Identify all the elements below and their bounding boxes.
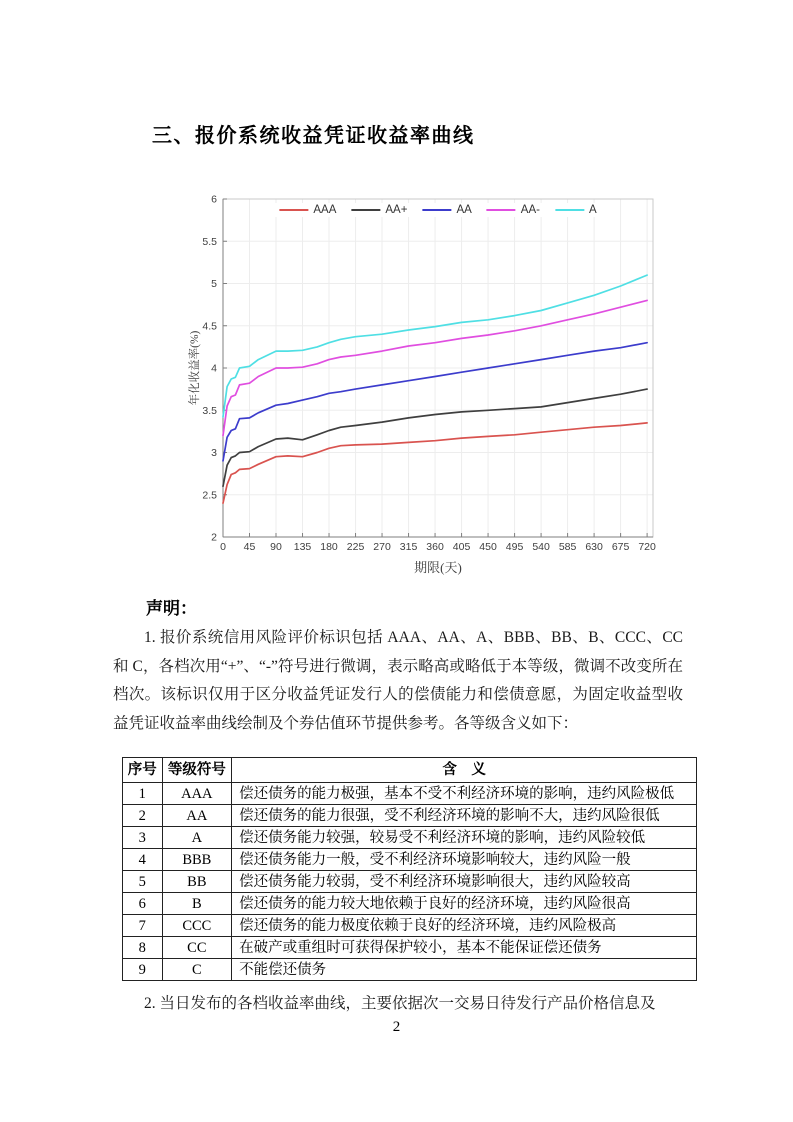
table-cell: 不能偿还债务 — [232, 959, 697, 981]
x-axis-label: 期限(天) — [414, 560, 462, 575]
table-cell: CC — [162, 937, 232, 959]
table-header-row — [123, 758, 697, 783]
table-row — [123, 827, 697, 849]
y-tick-label: 6 — [211, 193, 217, 206]
yield-curve-plot — [180, 185, 680, 575]
table-cell: 7 — [123, 915, 163, 937]
y-tick-label: 5.5 — [202, 235, 217, 248]
table-cell: 5 — [123, 871, 163, 893]
table-row — [123, 959, 697, 981]
y-tick-label: 4 — [211, 362, 217, 375]
statement-heading: 声明： — [146, 599, 197, 618]
x-tick-label: 720 — [638, 541, 656, 553]
statement-item-1: 1. 报价系统信用风险评价标识包括 AAA、AA、A、BBB、BB、B、CCC、CC 和 C，各档次用“+”、“-”符号进行微调，表示略高或略低于本等级，微调不改变所在档次。该标识仅用于区分收益凭证发行人的偿债能力和偿债意愿，为固定收益型收益凭证收益率曲线绘制及个券估值环节提供参考。各等级含义如下： — [113, 629, 683, 732]
rating-table-body — [123, 783, 697, 981]
x-tick-label: 585 — [558, 541, 577, 553]
x-tick-label: 135 — [293, 541, 312, 553]
legend-label: AA — [456, 204, 472, 216]
y-tick-label: 2.5 — [202, 489, 217, 502]
table-cell: 在破产或重组时可获得保护较小，基本不能保证偿还债务 — [232, 937, 697, 959]
rating-table — [122, 757, 697, 981]
table-row — [123, 915, 697, 937]
legend-line-swatch — [279, 209, 308, 211]
table-row — [123, 871, 697, 893]
table-cell: 偿还债务的能力较大地依赖于良好的经济环境，违约风险很高 — [232, 893, 697, 915]
y-tick-label: 3.5 — [202, 404, 217, 417]
table-cell: 2 — [123, 805, 163, 827]
legend-item — [279, 204, 336, 216]
x-tick-label: 270 — [373, 541, 391, 553]
legend-label: AA+ — [385, 204, 408, 216]
table-cell: 偿还债务的能力极度依赖于良好的经济环境，违约风险极高 — [232, 915, 697, 937]
legend-label: AAA — [313, 204, 337, 216]
x-tick-label: 630 — [585, 541, 603, 553]
table-row — [123, 805, 697, 827]
table-row — [123, 937, 697, 959]
rating-table-head — [123, 758, 697, 783]
x-tick-label: 90 — [270, 541, 282, 553]
table-header-cell: 含 义 — [232, 758, 697, 783]
y-tick-label: 2 — [211, 531, 217, 544]
table-cell: C — [162, 959, 232, 981]
legend-item — [351, 204, 407, 216]
y-tick-label: 4.5 — [202, 320, 217, 333]
legend-line-swatch — [487, 209, 516, 211]
table-cell: BB — [162, 871, 232, 893]
page-number: 2 — [392, 1019, 401, 1035]
table-cell: AA — [162, 805, 232, 827]
yield-curve-chart — [180, 185, 680, 575]
legend-line-swatch — [555, 209, 584, 211]
legend-item — [422, 204, 471, 216]
table-row — [123, 783, 697, 805]
table-cell: 偿还债务的能力很强，受不利经济环境的影响不大，违约风险很低 — [232, 805, 697, 827]
x-tick-label: 675 — [611, 541, 630, 553]
table-cell: A — [162, 827, 232, 849]
page-title: 三、报价系统收益凭证收益率曲线 — [152, 125, 475, 148]
x-tick-label: 225 — [346, 541, 365, 553]
x-tick-label: 360 — [426, 541, 444, 553]
table-cell: 偿还债务能力一般，受不利经济环境影响较大，违约风险一般 — [232, 849, 697, 871]
table-cell: BBB — [162, 849, 232, 871]
legend-label: A — [588, 204, 597, 216]
chart-legend — [275, 203, 600, 217]
statement-item-2: 2. 当日发布的各档收益率曲线，主要依据次一交易日待发行产品价格信息及 — [144, 995, 656, 1012]
table-cell: CCC — [162, 915, 232, 937]
x-tick-label: 405 — [452, 541, 471, 553]
legend-label: AA- — [520, 204, 540, 216]
y-tick-label: 5 — [211, 278, 217, 290]
table-cell: 偿还债务能力较弱，受不利经济环境影响很大，违约风险较高 — [232, 871, 697, 893]
x-tick-label: 180 — [320, 541, 338, 553]
table-header-cell: 序号 — [123, 758, 163, 783]
legend-line-swatch — [351, 209, 380, 211]
table-cell: B — [162, 893, 232, 915]
table-cell: 6 — [123, 893, 163, 915]
table-cell: 3 — [123, 827, 163, 849]
x-tick-label: 450 — [479, 541, 497, 553]
y-tick-label: 3 — [211, 447, 217, 459]
table-cell: 1 — [123, 783, 163, 805]
legend-item — [487, 204, 540, 216]
x-tick-label: 540 — [532, 541, 550, 553]
x-tick-label: 45 — [243, 541, 256, 553]
x-tick-label: 315 — [399, 541, 418, 553]
table-cell: 偿还债务能力较强，较易受不利经济环境的影响，违约风险较低 — [232, 827, 697, 849]
table-cell: 8 — [123, 937, 163, 959]
legend-line-swatch — [422, 209, 451, 211]
x-tick-label: 0 — [220, 541, 226, 553]
table-header-cell: 等级符号 — [162, 758, 232, 783]
x-tick-label: 495 — [505, 541, 524, 553]
table-row — [123, 893, 697, 915]
table-cell: 9 — [123, 959, 163, 981]
legend-item — [555, 204, 597, 216]
table-cell: 4 — [123, 849, 163, 871]
table-cell: 偿还债务的能力极强，基本不受不利经济环境的影响，违约风险极低 — [232, 783, 697, 805]
table-cell: AAA — [162, 783, 232, 805]
table-row — [123, 849, 697, 871]
y-axis-label: 年化收益率(%) — [189, 330, 201, 406]
